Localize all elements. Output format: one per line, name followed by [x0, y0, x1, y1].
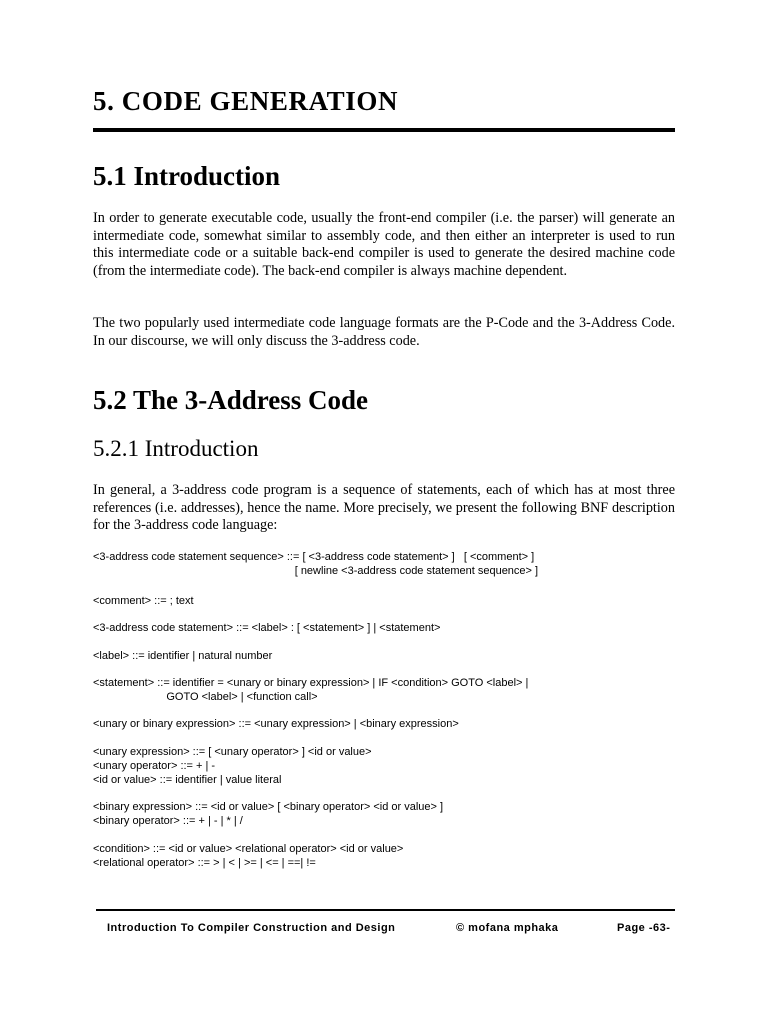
bnf-comment: <comment> ::= ; text [93, 595, 194, 607]
footer-author: © mofana mphaka [456, 922, 559, 934]
chapter-title-rule [93, 128, 675, 132]
footer-book-title: Introduction To Compiler Construction and Design [107, 922, 396, 934]
intro-paragraph-1: In order to generate executable code, usually the front-end compiler (i.e. the parser) will generate an intermediate code, somewhat similar to assembly code, and then either an interpreter is used to run this intermediate code or a suitable back-end compiler is used to generate the desired machine code (from the intermediate code). The back-end compiler is always machine dependent. [93, 210, 675, 280]
bnf-unary-or-binary: <unary or binary expression> ::= <unary expression> | <binary expression> [93, 718, 459, 730]
chapter-title: 5. CODE GENERATION [93, 86, 399, 116]
section-title-intro: 5.1 Introduction [93, 161, 281, 191]
subsection-title-intro: 5.2.1 Introduction [93, 436, 259, 461]
subsection-paragraph: In general, a 3-address code program is a sequence of statements, each of which has at most three references (i.e. addresses), hence the name. More precisely, we present the following BNF description for the 3-address code language: [93, 482, 675, 534]
footer-rule [96, 909, 675, 911]
bnf-binary-expression: <binary expression> ::= <id or value> [ <binary operator> <id or value> ] <binary operator> ::= + | - | * | / [93, 801, 444, 827]
bnf-statement-sequence: <3-address code statement sequence> ::= [ <3-address code statement> ] [ <comment> ] [ newline <3-address code statement sequence> ] [93, 551, 539, 577]
bnf-condition: <condition> ::= <id or value> <relational operator> <id or value> <relational operator> ::= > | < | >= | <= | ==| != [93, 843, 404, 869]
bnf-label: <label> ::= identifier | natural number [93, 650, 273, 662]
footer-page-number: Page -63- [617, 922, 671, 934]
section-title-3-address-code: 5.2 The 3-Address Code [93, 385, 369, 415]
intro-paragraph-2: The two popularly used intermediate code language formats are the P-Code and the 3-Address Code. In our discourse, we will only discuss the 3-address code. [93, 315, 675, 349]
bnf-unary-expression: <unary expression> ::= [ <unary operator> ] <id or value> <unary operator> ::= + | - <id or value> ::= identifier | value literal [93, 746, 372, 786]
bnf-statement: <statement> ::= identifier = <unary or binary expression> | IF <condition> GOTO <label> | GOTO <label> | <function call> [93, 677, 529, 703]
bnf-3-address-statement: <3-address code statement> ::= <label> : [ <statement> ] | <statement> [93, 622, 441, 634]
